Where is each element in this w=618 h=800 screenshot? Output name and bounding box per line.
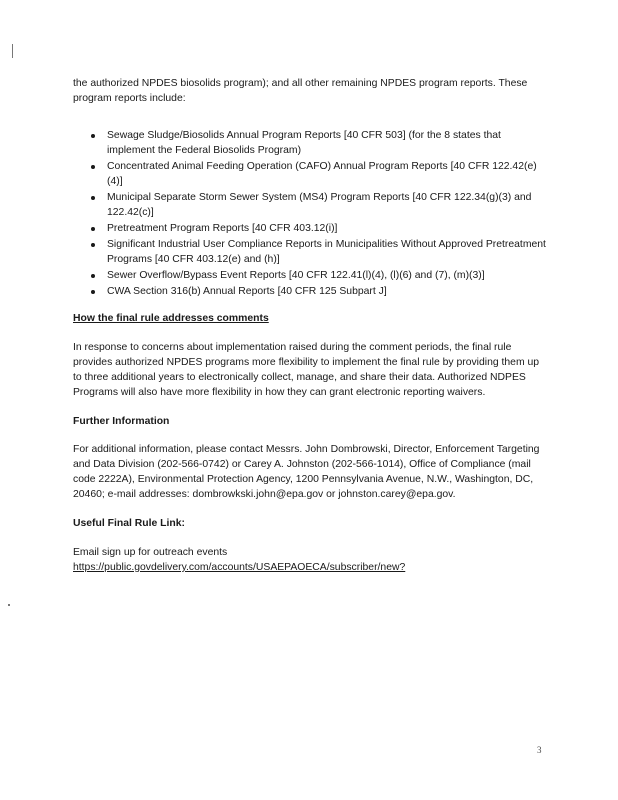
list-item: Concentrated Animal Feeding Operation (CAFO) Annual Program Reports [40 CFR 122.42(e)(4)]	[73, 159, 548, 189]
further-info-paragraph: For additional information, please contact Messrs. John Dombrowski, Director, Enforcement Targeting and Data Division (202-566-0742) or Carey A. Johnston (202-566-1014), Office of Compliance (mail code 2222A), Environmental Protection Agency, 1200 Pennsylvania Avenue, N.W., Washington, DC, 20460; e-mail addresses: dombrowkski.john@epa.gov or johnston.carey@epa.gov.	[73, 444, 540, 500]
list-item: CWA Section 316(b) Annual Reports [40 CFR 125 Subpart J]	[73, 284, 548, 299]
list-item: Significant Industrial User Compliance Reports in Municipalities Without Approved Pretreatment Programs [40 CFR 403.12(e) and (h)]	[73, 237, 548, 267]
scan-mark	[12, 44, 13, 58]
section-heading-comments: How the final rule addresses comments	[73, 313, 269, 324]
report-list	[73, 128, 548, 299]
page-number: 3	[537, 745, 542, 755]
list-item: Pretreatment Program Reports [40 CFR 403.12(i)]	[73, 221, 548, 236]
intro-paragraph: the authorized NPDES biosolids program); and all other remaining NPDES program reports. These program reports include:	[73, 78, 528, 104]
outreach-signup-link[interactable]: https://public.govdelivery.com/accounts/USAEPAOECA/subscriber/new?	[73, 562, 406, 573]
list-item: Sewage Sludge/Biosolids Annual Program Reports [40 CFR 503] (for the 8 states that implement the Federal Biosolids Program)	[73, 128, 548, 158]
outreach-line: Email sign up for outreach events	[73, 547, 228, 558]
list-item: Municipal Separate Storm Sewer System (MS4) Program Reports [40 CFR 122.34(g)(3) and 122.42(c)]	[73, 190, 548, 220]
comments-paragraph: In response to concerns about implementation raised during the comment periods, the final rule provides authorized NPDES programs more flexibility to implement the final rule by providing them up to three additional years to electronically collect, manage, and share their data. Authorized NDPES Programs will also have more flexibility in how they can grant electronic reporting waivers.	[73, 342, 540, 398]
scan-mark	[8, 604, 10, 606]
section-heading-further-info: Further Information	[73, 416, 170, 427]
section-heading-links: Useful Final Rule Link:	[73, 518, 185, 529]
page-content	[73, 76, 548, 575]
list-item: Sewer Overflow/Bypass Event Reports [40 CFR 122.41(l)(4), (l)(6) and (7), (m)(3)]	[73, 268, 548, 283]
